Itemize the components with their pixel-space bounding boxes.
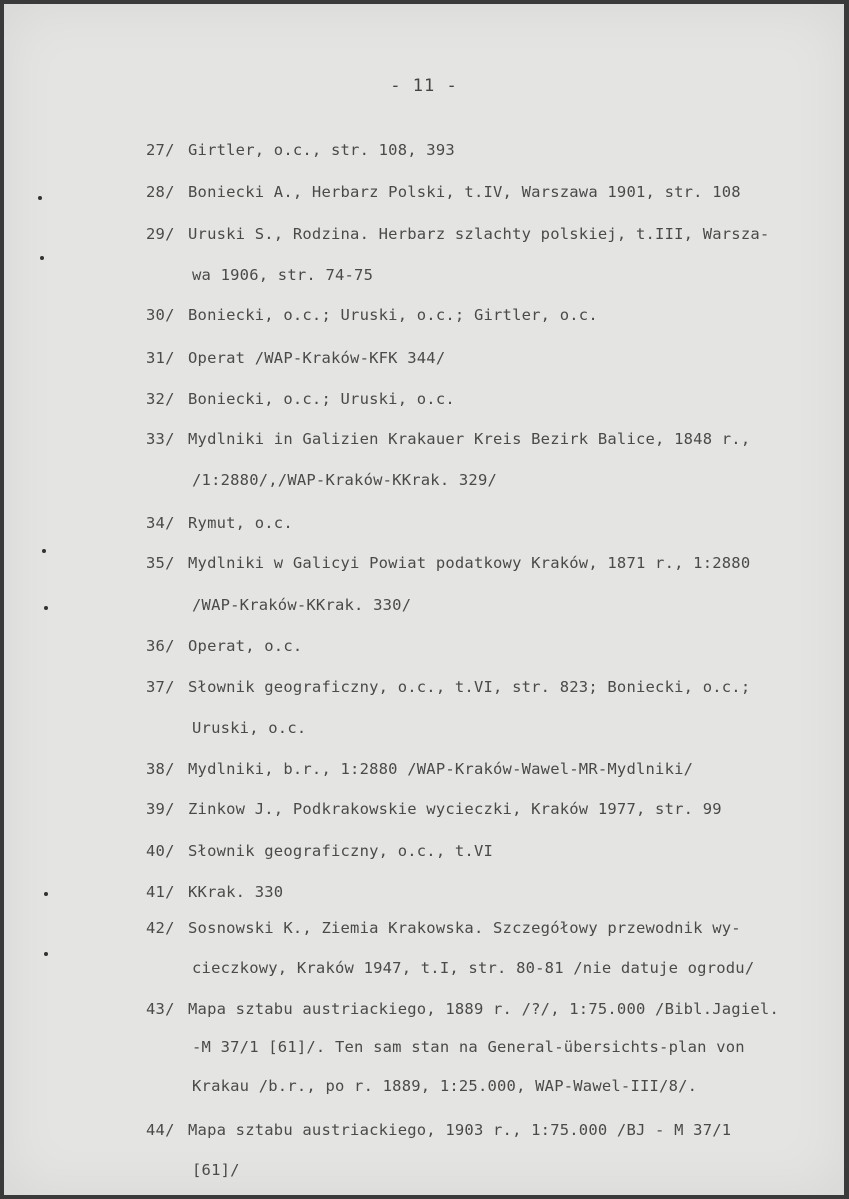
footnote — [146, 919, 826, 937]
footnote-text: Operat /WAP-Kraków-KFK 344/ — [188, 349, 446, 367]
footnote-number: 42/ — [146, 919, 175, 937]
footnote — [146, 678, 826, 696]
margin-mark — [44, 952, 48, 956]
footnote — [146, 760, 826, 778]
margin-mark — [44, 892, 48, 896]
footnote-number: 27/ — [146, 141, 175, 159]
footnote — [146, 883, 826, 901]
footnote-text: Mapa sztabu austriackiego, 1889 r. /?/, 1:75.000 /Bibl.Jagiel. — [188, 1000, 779, 1018]
footnote-number: 41/ — [146, 883, 175, 901]
footnote — [146, 1121, 826, 1139]
footnote-number: 32/ — [146, 390, 175, 408]
page-number: - 11 - — [390, 76, 458, 96]
footnote — [146, 225, 826, 243]
footnote-number: 33/ — [146, 430, 175, 448]
footnote — [146, 800, 826, 818]
footnote — [146, 430, 826, 448]
footnote-continuation: Uruski, o.c. — [192, 719, 307, 737]
footnote-number: 36/ — [146, 637, 175, 655]
footnote-number: 34/ — [146, 514, 175, 532]
footnote-text: KKrak. 330 — [188, 883, 284, 901]
footnote — [146, 842, 826, 860]
margin-mark — [42, 549, 46, 553]
margin-mark — [38, 196, 42, 200]
footnote-text: Rymut, o.c. — [188, 514, 293, 532]
footnote-number: 38/ — [146, 760, 175, 778]
footnote — [146, 637, 826, 655]
footnote-number: 44/ — [146, 1121, 175, 1139]
footnote — [146, 183, 826, 201]
footnote-number: 39/ — [146, 800, 175, 818]
footnote-text: Boniecki A., Herbarz Polski, t.IV, Warszawa 1901, str. 108 — [188, 183, 741, 201]
footnote-number: 35/ — [146, 554, 175, 572]
footnote-number: 40/ — [146, 842, 175, 860]
footnote — [146, 554, 826, 572]
footnote-continuation: -M 37/1 [61]/. Ten sam stan na General-übersichts-plan von — [192, 1038, 745, 1056]
footnote-continuation: /WAP-Kraków-KKrak. 330/ — [192, 596, 412, 614]
footnote — [146, 349, 826, 367]
footnote-continuation: [61]/ — [192, 1161, 240, 1179]
footnote-number: 28/ — [146, 183, 175, 201]
footnote-continuation: wa 1906, str. 74-75 — [192, 266, 374, 284]
footnote-continuation: cieczkowy, Kraków 1947, t.I, str. 80-81 /nie datuje ogrodu/ — [192, 959, 755, 977]
footnote — [146, 141, 826, 159]
footnote — [146, 1000, 826, 1018]
footnote-text: Słownik geograficzny, o.c., t.VI — [188, 842, 494, 860]
footnote-text: Boniecki, o.c.; Uruski, o.c.; Girtler, o.c. — [188, 306, 598, 324]
footnote-number: 29/ — [146, 225, 175, 243]
margin-mark — [40, 256, 44, 260]
margin-mark — [44, 606, 48, 610]
footnote-number: 37/ — [146, 678, 175, 696]
footnote — [146, 514, 826, 532]
footnote-continuation: Krakau /b.r., po r. 1889, 1:25.000, WAP-Wawel-III/8/. — [192, 1077, 698, 1095]
footnote-text: Operat, o.c. — [188, 637, 303, 655]
footnote-text: Uruski S., Rodzina. Herbarz szlachty polskiej, t.III, Warsza- — [188, 225, 770, 243]
footnote-text: Mydlniki, b.r., 1:2880 /WAP-Kraków-Wawel-MR-Mydlniki/ — [188, 760, 694, 778]
footnote-text: Girtler, o.c., str. 108, 393 — [188, 141, 455, 159]
footnote-number: 30/ — [146, 306, 175, 324]
footnote-number: 31/ — [146, 349, 175, 367]
footnote-text: Mydlniki w Galicyi Powiat podatkowy Kraków, 1871 r., 1:2880 — [188, 554, 751, 572]
footnote-number: 43/ — [146, 1000, 175, 1018]
footnote — [146, 390, 826, 408]
footnote-text: Boniecki, o.c.; Uruski, o.c. — [188, 390, 455, 408]
footnote-text: Sosnowski K., Ziemia Krakowska. Szczegółowy przewodnik wy- — [188, 919, 741, 937]
footnote-text: Zinkow J., Podkrakowskie wycieczki, Kraków 1977, str. 99 — [188, 800, 722, 818]
document-page — [4, 4, 844, 1195]
footnote — [146, 306, 826, 324]
footnote-text: Mapa sztabu austriackiego, 1903 r., 1:75.000 /BJ - M 37/1 — [188, 1121, 732, 1139]
footnote-continuation: /1:2880/,/WAP-Kraków-KKrak. 329/ — [192, 471, 498, 489]
footnote-text: Mydlniki in Galizien Krakauer Kreis Bezirk Balice, 1848 r., — [188, 430, 751, 448]
footnote-text: Słownik geograficzny, o.c., t.VI, str. 823; Boniecki, o.c.; — [188, 678, 751, 696]
